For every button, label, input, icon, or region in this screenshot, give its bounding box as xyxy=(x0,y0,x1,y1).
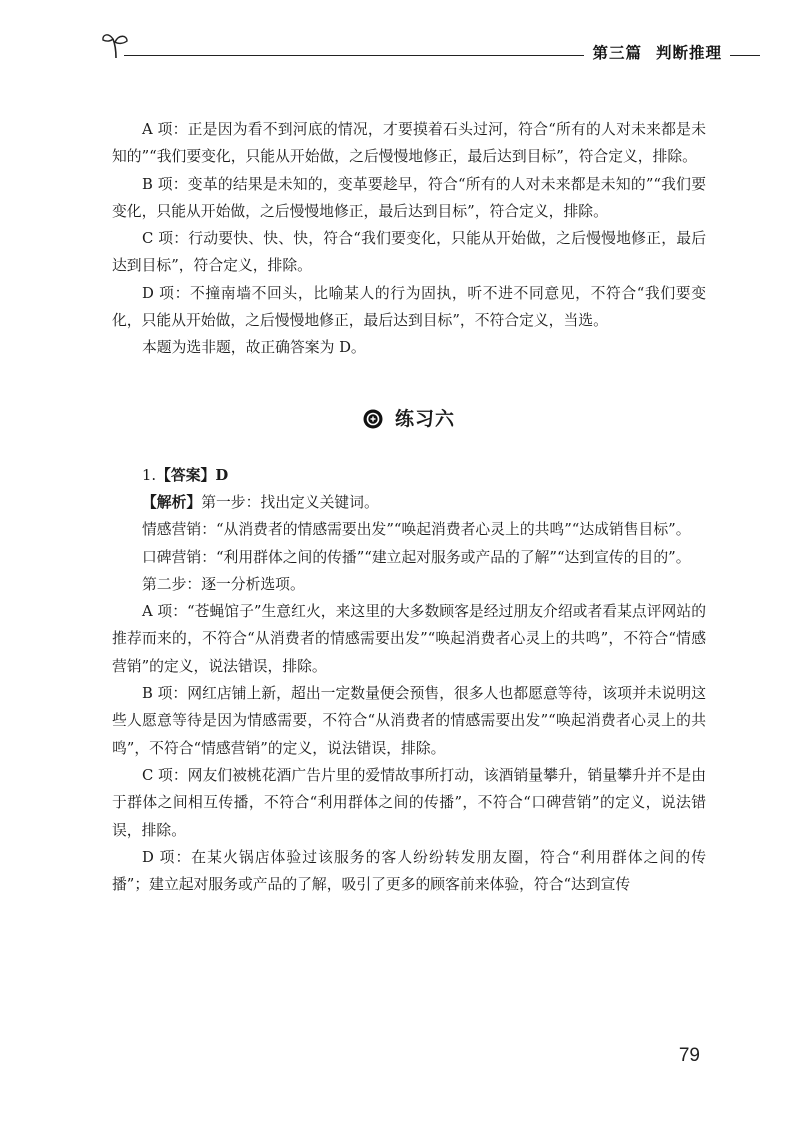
paragraph: 情感营销：“从消费者的情感需要出发”“唤起消费者心灵上的共鸣”“达成销售目标”。 xyxy=(142,521,691,539)
paragraph: C 项：行动要快、快、快，符合“我们要变化，只能从开始做，之后慢慢地修正，最后达到目标”，符合定义，排除。 xyxy=(112,230,706,275)
answer-value: D xyxy=(215,466,229,484)
header-section-title: 判断推理 xyxy=(655,44,722,62)
page-number: 79 xyxy=(678,1045,700,1066)
paragraph: A 项：正是因为看不到河底的情况，才要摸着石头过河，符合“所有的人对未来都是未知的”“我们要变化，只能从开始做，之后慢慢地修正，最后达到目标”，符合定义，排除。 xyxy=(112,121,706,166)
answer-label: 【答案】 xyxy=(156,466,216,484)
running-header xyxy=(100,30,760,70)
section-title: 练习六 xyxy=(394,407,455,430)
paragraph: 第二步：逐一分析选项。 xyxy=(142,575,305,593)
paragraph: B 项：变革的结果是未知的，变革要趁早，符合“所有的人对未来都是未知的”“我们要变化，只能从开始做，之后慢慢地修正，最后达到目标”，符合定义，排除。 xyxy=(112,175,706,220)
paragraph: D 项：不撞南墙不回头，比喻某人的行为固执，听不进不同意见，不符合“我们要变化，只能从开始做，之后慢慢地修正，最后达到目标”，不符合定义，当选。 xyxy=(112,284,706,330)
paragraph: D 项：在某火锅店体验过该服务的客人纷纷转发朋友圈，符合“利用群体之间的传播”；建立起对服务或产品的了解，吸引了更多的顾客前来体验，符合“达到宣传 xyxy=(112,848,706,894)
analysis-text: 第一步：找出定义关键词。 xyxy=(201,493,379,511)
question-answer xyxy=(112,462,706,489)
paragraph: C 项：网友们被桃花酒广告片里的爱情故事所打动，该酒销量攀升，销量攀升并不是由于群体之间相互传播，不符合“利用群体之间的传播”，不符合“口碑营销”的定义，说法错误，排除。 xyxy=(112,766,706,839)
paragraph: 本题为选非题，故正确答案为 D。 xyxy=(142,339,366,357)
section-heading xyxy=(112,404,706,434)
paragraph: 口碑营销：“利用群体之间的传播”“建立起对服务或产品的了解”“达到宣传的目的”。 xyxy=(142,548,691,566)
page-body xyxy=(112,116,706,898)
header-title xyxy=(584,41,730,63)
header-part: 第三篇 xyxy=(592,44,642,62)
analysis-label: 【解析】 xyxy=(142,493,202,511)
question-number: 1. xyxy=(142,466,157,484)
paragraph: A 项：“苍蝇馆子”生意红火，来这里的大多数顾客是经过朋友介绍或者看某点评网站的推荐而来的，不符合“从消费者的情感需要出发”“唤起消费者心灵上的共鸣”，不符合“情感营销”的定义，说法错误，排除。 xyxy=(112,603,706,675)
circled-number-icon xyxy=(363,409,383,429)
paragraph: B 项：网红店铺上新，超出一定数量便会预售，很多人也都愿意等待，该项并未说明这些人愿意等待是因为情感需要，不符合“从消费者的情感需要出发”“唤起消费者心灵上的共鸣”，不符合“情感营销”的定义，说法错误，排除。 xyxy=(112,685,706,757)
analysis-line xyxy=(112,489,706,516)
